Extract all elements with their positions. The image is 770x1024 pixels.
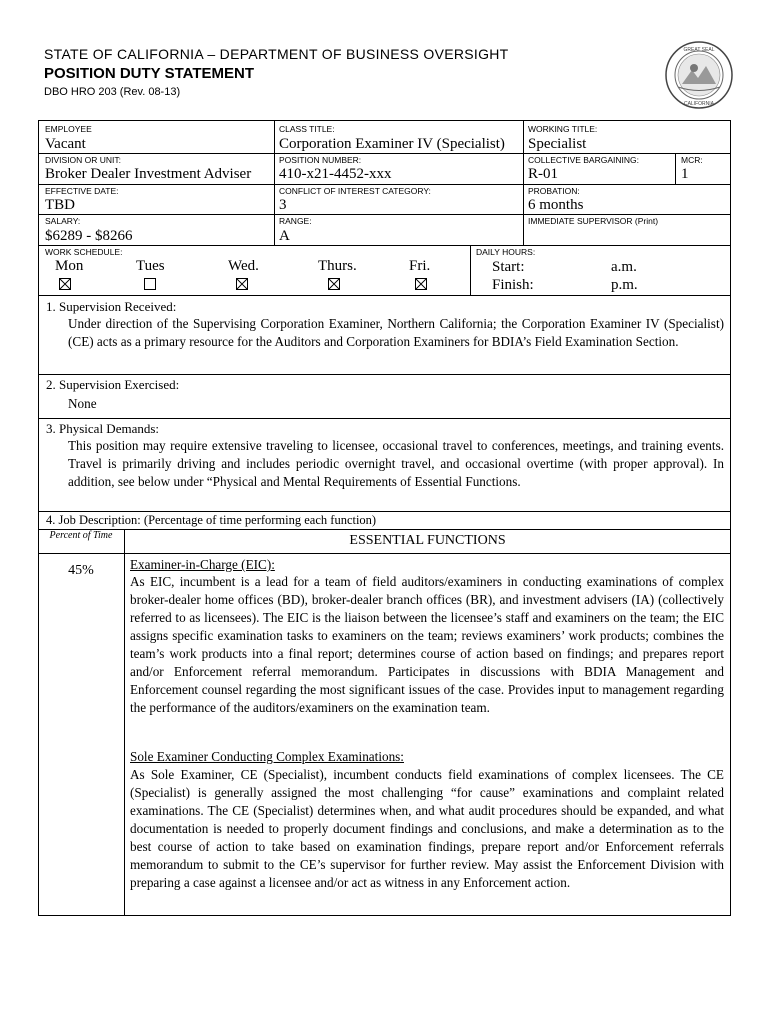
conflict-label: CONFLICT OF INTEREST CATEGORY:	[279, 186, 431, 196]
svg-text:CALIFORNIA: CALIFORNIA	[683, 101, 715, 107]
section-1-title: 1. Supervision Received:	[46, 299, 177, 314]
day-thurs: Thurs.	[318, 258, 357, 274]
thurs-checkbox[interactable]	[328, 278, 340, 290]
section-4-title: 4. Job Description: (Percentage of time performing each function)	[46, 513, 377, 527]
position-number-label: POSITION NUMBER:	[279, 155, 362, 165]
daily-hours-label: DAILY HOURS:	[476, 247, 536, 257]
sole-examiner-title: Sole Examiner Conducting Complex Examinations:	[130, 749, 404, 764]
california-seal-icon	[664, 40, 734, 110]
employee-label: EMPLOYEE	[45, 124, 92, 134]
salary-label: SALARY:	[45, 216, 81, 226]
start-am: a.m.	[611, 259, 637, 275]
mon-checkbox[interactable]	[59, 278, 71, 290]
conflict-value[interactable]: 3	[279, 197, 287, 213]
day-tues: Tues	[136, 258, 165, 274]
tues-checkbox[interactable]	[144, 278, 156, 290]
class-title-value[interactable]: Corporation Examiner IV (Specialist)	[279, 136, 505, 152]
svg-text:GREAT SEAL: GREAT SEAL	[683, 47, 715, 53]
collective-bargaining-label: COLLECTIVE BARGAINING:	[528, 155, 639, 165]
section-1-body: Under direction of the Supervising Corporation Examiner, Northern California; the Corporation Examiner IV (Specialist) (CE) acts as a primary resource for the Auditors and Corporation Examiners for BDIA’s Field Examination Section.	[68, 316, 724, 349]
day-wed: Wed.	[228, 258, 259, 274]
division-label: DIVISION OR UNIT:	[45, 155, 122, 165]
percent-of-time-header: Percent of Time	[49, 530, 113, 541]
day-fri: Fri.	[409, 258, 431, 274]
percent-value: 45%	[68, 563, 94, 578]
working-title-label: WORKING TITLE:	[528, 124, 598, 134]
mcr-label: MCR:	[681, 155, 703, 165]
eic-body: As EIC, incumbent is a lead for a team of field auditors/examiners in conducting examinations of complex broker-dealer home offices (BD), broker-dealer branch offices (BR), and investment advisers (IA) (collectively referred to as licensees). The EIC is the liaison between the licensee’s staff and examiners on the team; the EIC assigns specific examination tasks to examiners on the team; reviews examiners’ work products; combines the team’s work products into a final report; determines course of action based on findings; and prepares report and/or Enforcement referral memorandum. Participates in discussions with BDIA Management and Enforcement counsel regarding the most significant issues of the case. Provides input to management regarding the performance of the auditors/examiners on the examination team.	[130, 574, 724, 715]
finish-label: Finish:	[492, 277, 534, 293]
division-value[interactable]: Broker Dealer Investment Adviser	[45, 166, 252, 182]
work-schedule-label: WORK SCHEDULE:	[45, 247, 123, 257]
essential-functions-header: ESSENTIAL FUNCTIONS	[349, 533, 506, 548]
supervisor-label: IMMEDIATE SUPERVISOR (Print)	[528, 216, 659, 226]
position-number-value[interactable]: 410-x21-4452-xxx	[279, 166, 392, 182]
wed-checkbox[interactable]	[236, 278, 248, 290]
range-label: RANGE:	[279, 216, 312, 226]
form-number: DBO HRO 203 (Rev. 08-13)	[44, 86, 181, 98]
mcr-value[interactable]: 1	[681, 166, 689, 182]
range-value[interactable]: A	[279, 228, 290, 244]
section-2-title: 2. Supervision Exercised:	[46, 377, 180, 392]
class-title-label: CLASS TITLE:	[279, 124, 335, 134]
section-3-title: 3. Physical Demands:	[46, 421, 160, 436]
document-title: POSITION DUTY STATEMENT	[44, 65, 255, 82]
sole-examiner-body: As Sole Examiner, CE (Specialist), incumbent conducts field examinations of complex licensees. The CE (Specialist) is generally assigned the most challenging “for cause” examinations and complaint related examinations. The CE (Specialist) determines when, and what audit procedures should be expanded, and what documentation is needed to properly document findings and conclusions, and make a determination as to the best course of action to take based on examination findings, prepare report and/or Enforcement referrals memorandum to submit to the CE’s supervisor for further review. May assist the Enforcement Division with preparing a case against a licensee and/or act as witness in any Enforcement action.	[130, 767, 724, 890]
working-title-value[interactable]: Specialist	[528, 136, 587, 152]
probation-value[interactable]: 6 months	[528, 197, 584, 213]
section-2-body: None	[68, 396, 97, 411]
effective-date-label: EFFECTIVE DATE:	[45, 186, 119, 196]
finish-pm: p.m.	[611, 277, 638, 293]
agency-heading: STATE OF CALIFORNIA – DEPARTMENT OF BUSINESS OVERSIGHT	[44, 46, 509, 62]
fri-checkbox[interactable]	[415, 278, 427, 290]
start-label: Start:	[492, 259, 525, 275]
salary-value[interactable]: $6289 - $8266	[45, 228, 133, 244]
employee-value[interactable]: Vacant	[45, 136, 86, 152]
eic-title: Examiner-in-Charge (EIC):	[130, 557, 275, 572]
section-3-body: This position may require extensive traveling to licensee, occasional travel to conferences, meetings, and training events. Travel is primarily driving and includes periodic overnight travel, and occasional overtime (with proper approval). In addition, see below under “Physical and Mental Requirements of Essential Functions.	[68, 438, 724, 489]
collective-bargaining-value[interactable]: R-01	[528, 166, 558, 182]
effective-date-value[interactable]: TBD	[45, 197, 75, 213]
day-mon: Mon	[55, 258, 84, 274]
probation-label: PROBATION:	[528, 186, 580, 196]
